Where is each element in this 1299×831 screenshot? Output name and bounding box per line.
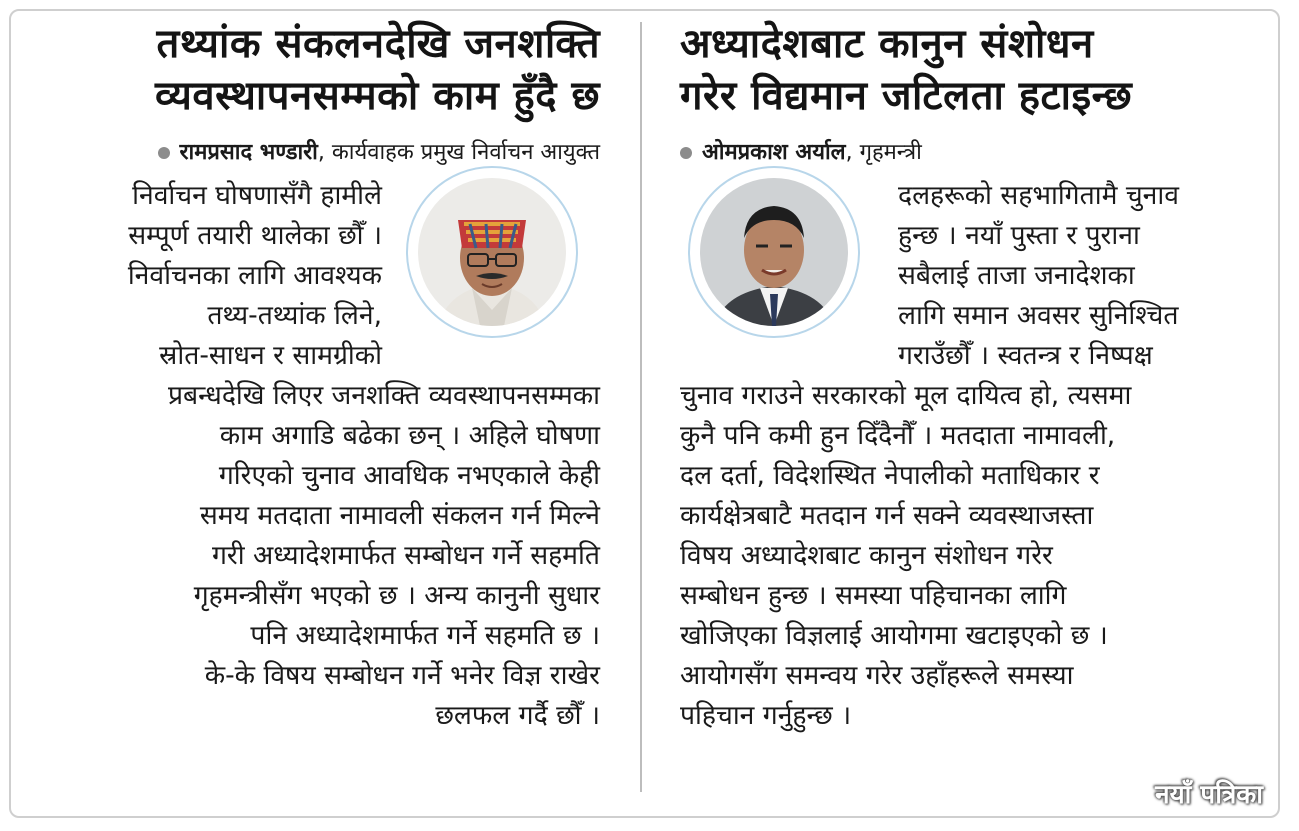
right-body-line: लागि समान अवसर सुनिश्चित	[898, 300, 1179, 331]
bullet-icon	[680, 147, 692, 159]
left-byline-role: कार्यवाहक प्रमुख निर्वाचन आयुक्त	[331, 140, 600, 165]
right-body-line: कुनै पनि कमी हुन दिँदैनौँ । मतदाता नामावली,	[680, 420, 1116, 451]
right-headline	[680, 18, 1265, 122]
bullet-icon	[158, 147, 170, 159]
left-body-line: तथ्य-तथ्यांक लिने,	[207, 300, 382, 331]
right-byline-separator: ,	[845, 140, 853, 165]
right-byline	[680, 138, 1265, 168]
left-byline-name: रामप्रसाद भण्डारी	[179, 140, 318, 165]
portrait-man-suit-icon	[700, 178, 848, 326]
left-body-line: गरिएको चुनाव आवधिक नभएकाले केही	[218, 460, 600, 491]
left-headline	[22, 18, 600, 122]
left-article	[22, 18, 600, 736]
left-body-line: पनि अध्यादेशमार्फत गर्ने सहमति छ ।	[250, 620, 600, 651]
right-byline-role: गृहमन्त्री	[859, 140, 922, 165]
right-body-line: दल दर्ता, विदेशस्थित नेपालीको मताधिकार र	[680, 460, 1100, 491]
right-portrait-photo	[688, 166, 860, 338]
right-body-line: दलहरूको सहभागितामै चुनाव	[898, 180, 1179, 211]
right-body-line: गराउँछौँ । स्वतन्त्र र निष्पक्ष	[898, 340, 1153, 371]
left-body-line: गृहमन्त्रीसँग भएको छ । अन्य कानुनी सुधार	[193, 580, 600, 611]
left-portrait-photo	[406, 166, 578, 338]
left-body-line: गरी अध्यादेशमार्फत सम्बोधन गर्ने सहमति	[211, 540, 600, 571]
left-body-line: काम अगाडि बढेका छन् । अहिले घोषणा	[219, 420, 600, 451]
left-body-line: स्रोत-साधन र सामग्रीको	[159, 340, 382, 371]
left-body-line: के-के विषय सम्बोधन गर्ने भनेर विज्ञ राखेर	[204, 660, 600, 691]
left-byline	[22, 138, 600, 168]
left-body-line: प्रबन्धदेखि लिएर जनशक्ति व्यवस्थापनसम्मका	[167, 380, 600, 411]
right-body	[680, 176, 1265, 736]
right-byline-name: ओमप्रकाश अर्याल	[702, 140, 846, 165]
left-headline-line-2: व्यवस्थापनसम्मको काम हुँदै छ	[154, 73, 600, 119]
portrait-man-dhaka-topi-icon	[418, 178, 566, 326]
left-body-line: निर्वाचनका लागि आवश्यक	[127, 260, 382, 291]
right-body-line: हुन्छ । नयाँ पुस्ता र पुराना	[898, 220, 1140, 251]
right-article	[680, 18, 1265, 736]
left-body-line: निर्वाचन घोषणासँगै हामीले	[132, 180, 382, 211]
right-body-line: सम्बोधन हुन्छ । समस्या पहिचानका लागि	[680, 580, 1067, 611]
left-headline-line-1: तथ्यांक संकलनदेखि जनशक्ति	[156, 21, 600, 67]
right-body-line: पहिचान गर्नुहुन्छ ।	[680, 700, 852, 731]
right-headline-line-2: गरेर विद्यमान जटिलता हटाइन्छ	[680, 73, 1133, 119]
right-body-line: विषय अध्यादेशबाट कानुन संशोधन गरेर	[680, 540, 1053, 571]
right-body-line: खोजिएका विज्ञलाई आयोगमा खटाइएको छ ।	[680, 620, 1108, 651]
left-byline-separator: ,	[317, 140, 325, 165]
right-headline-line-1: अध्यादेशबाट कानुन संशोधन	[680, 21, 1094, 67]
right-body-line: कार्यक्षेत्रबाटै मतदान गर्न सक्ने व्यवस्थाजस्ता	[680, 500, 1094, 531]
column-divider	[640, 22, 642, 792]
left-body-line: समय मतदाता नामावली संकलन गर्न मिल्ने	[199, 500, 600, 531]
left-body-line: सम्पूर्ण तयारी थालेका छौँ ।	[128, 220, 382, 251]
right-body-line: सबैलाई ताजा जनादेशका	[898, 260, 1135, 291]
right-body-line: चुनाव गराउने सरकारको मूल दायित्व हो, त्यसमा	[680, 380, 1132, 411]
publication-watermark: नयाँ पत्रिका	[1155, 780, 1263, 810]
left-body-line: छलफल गर्दै छौँ ।	[435, 700, 600, 731]
left-body	[22, 176, 600, 736]
right-body-line: आयोगसँग समन्वय गरेर उहाँहरूले समस्या	[680, 660, 1074, 691]
